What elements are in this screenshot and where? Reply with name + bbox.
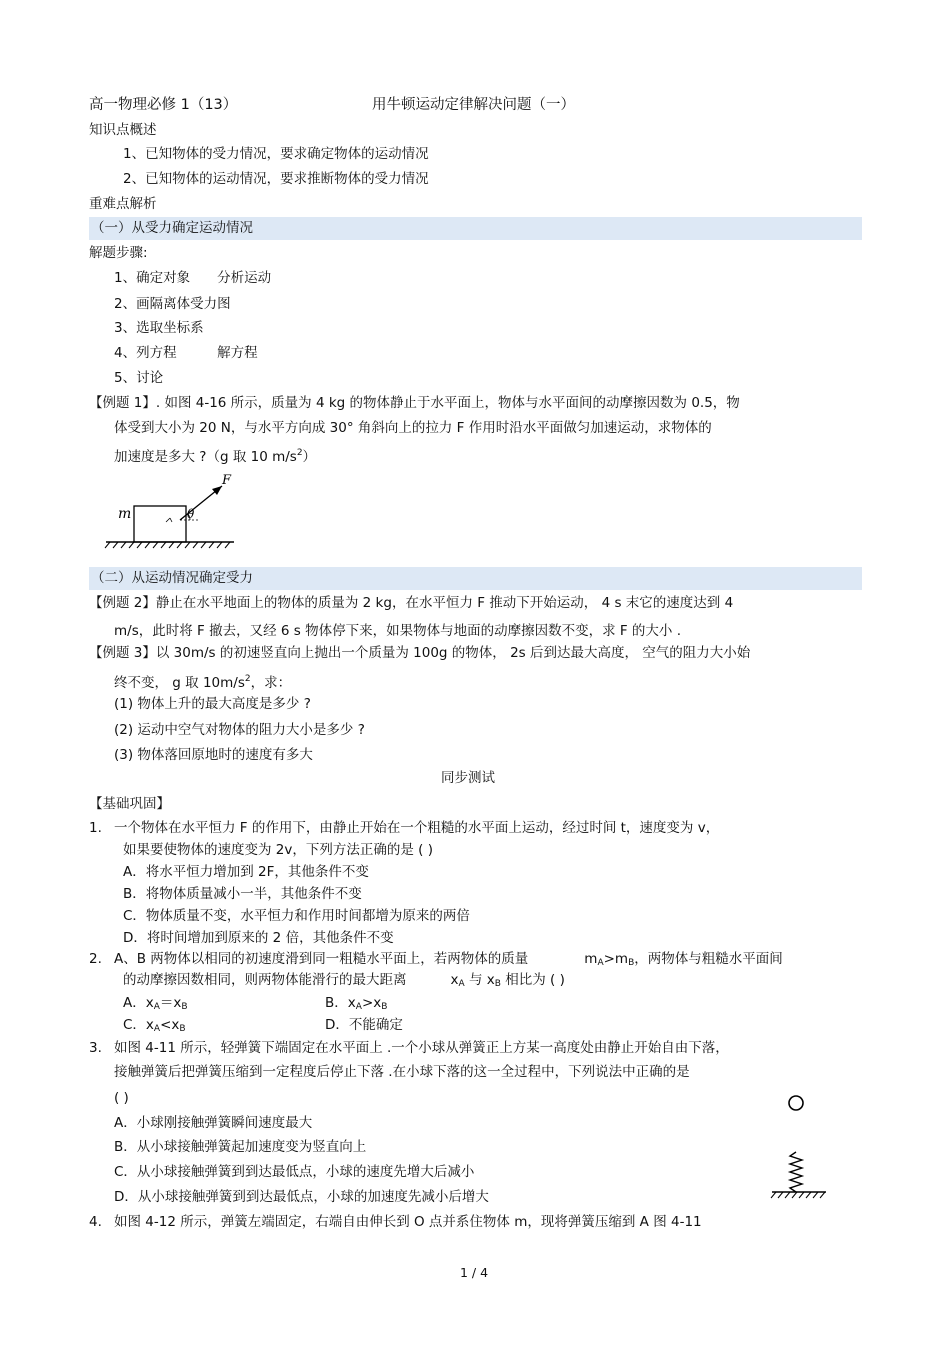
- stem-text: 的动摩擦因数相同，则两物体能滑行的最大距离: [123, 972, 407, 988]
- mass-label: m: [118, 506, 132, 522]
- question-stem: 如果要使物体的速度变为 2v，下列方法正确的是 ( ): [123, 842, 433, 858]
- step-item: 1、确定对象 分析运动: [114, 270, 272, 286]
- subscript: A: [458, 979, 465, 989]
- course-label: 高一物理必修 1（13）: [89, 97, 238, 113]
- block-force-figure: [104, 470, 244, 552]
- answer-option: B．从小球接触弹簧起加速度变为竖直向上: [114, 1139, 367, 1155]
- answer-option: [123, 993, 188, 1017]
- example2-line: m/s，此时将 F 撤去，又经 6 s 物体停下来，如果物体与地面的动摩擦因数不变，求 F 的大小 .: [114, 623, 682, 639]
- page-number: 1 / 4: [460, 1265, 489, 1280]
- subscript: B: [381, 1002, 388, 1012]
- option-text: B．x: [325, 995, 356, 1011]
- answer-option: [325, 993, 387, 1017]
- example3-line: [114, 669, 291, 693]
- question-number: 1.: [89, 820, 102, 836]
- page-title: 用牛顿运动定律解决问题（一）: [372, 97, 575, 113]
- option-text: A．x: [123, 995, 154, 1011]
- example1-text: 加速度是多大 ?（g 取 10 m/s: [114, 449, 297, 465]
- section-title: （二）从运动情况确定受力: [91, 570, 253, 586]
- overview-item: 1、已知物体的受力情况，要求确定物体的运动情况: [123, 146, 429, 162]
- option-text: C．x: [123, 1017, 154, 1033]
- stem-text: m: [584, 951, 598, 967]
- question-number: 2.: [89, 951, 102, 967]
- stem-text: >m: [603, 951, 629, 967]
- subscript: B: [494, 979, 501, 989]
- question-stem: 如图 4-12 所示，弹簧左端固定，右端自由伸长到 O 点并系住物体 m，现将弹簧压缩到 A 图 4-11: [114, 1214, 702, 1230]
- example1-line: 【例题 1】. 如图 4-16 所示，质量为 4 kg 的物体静止于水平面上，物体与水平面间的动摩擦因数为 0.5，物: [89, 395, 740, 411]
- example3-question: (3) 物体落回原地时的速度有多大: [114, 747, 313, 763]
- stem-text: ，两物体与粗糙水平面间: [634, 951, 783, 967]
- subscript: A: [153, 1002, 160, 1012]
- superscript: 2: [244, 674, 251, 684]
- question-stem: 一个物体在水平恒力 F 的作用下，由静止开始在一个粗糙的水平面上运动，经过时间 t，速度变为 v，: [114, 820, 720, 836]
- answer-option: A．将水平恒力增加到 2F，其他条件不变: [123, 864, 369, 880]
- step-item: 3、选取坐标系: [114, 320, 204, 336]
- subscript: A: [355, 1002, 362, 1012]
- answer-option: [123, 1015, 186, 1039]
- step-item: 2、画隔离体受力图: [114, 296, 231, 312]
- step-item: 5、讨论: [114, 370, 164, 386]
- subscript: B: [181, 1002, 188, 1012]
- section-title: （一）从受力确定运动情况: [91, 220, 253, 236]
- subscript: B: [179, 1024, 186, 1034]
- answer-option: D．从小球接触弹簧到到达最低点，小球的加速度先减小后增大: [114, 1189, 489, 1205]
- subscript: A: [597, 958, 604, 968]
- example2-line: 【例题 2】静止在水平地面上的物体的质量为 2 kg，在水平恒力 F 推动下开始运动， 4 s 末它的速度达到 4: [89, 595, 734, 611]
- steps-heading: 解题步骤:: [89, 245, 148, 261]
- superscript: 2: [296, 448, 303, 458]
- example3-text: 终不变， g 取 10m/s: [114, 675, 245, 691]
- ball-spring-figure: [768, 1092, 832, 1210]
- basics-heading: 【基础巩固】: [89, 796, 170, 812]
- answer-option: D．不能确定: [325, 1017, 403, 1033]
- example3-text: ，求：: [250, 675, 292, 691]
- question-number: 4.: [89, 1214, 102, 1230]
- analysis-heading: 重难点解析: [89, 196, 157, 212]
- option-text: >x: [361, 995, 382, 1011]
- test-heading: 同步测试: [441, 770, 495, 786]
- answer-option: D．将时间增加到原来的 2 倍，其他条件不变: [123, 930, 394, 946]
- example3-line: 【例题 3】以 30m/s 的初速竖直向上抛出一个质量为 100g 的物体， 2s 后到达最大高度， 空气的阻力大小始: [89, 645, 751, 661]
- example1-line: [114, 443, 316, 467]
- question-stem: 接触弹簧后把弹簧压缩到一定程度后停止下落 .在小球下落的这一全过程中，下列说法中正确的是: [114, 1064, 690, 1080]
- subscript: A: [153, 1024, 161, 1034]
- subscript: B: [628, 958, 635, 968]
- answer-option: C．从小球接触弹簧到到达最低点，小球的速度先增大后减小: [114, 1164, 475, 1180]
- angle-label: θ: [187, 507, 195, 521]
- answer-bracket: ( ): [114, 1090, 129, 1106]
- step-item: 4、列方程 解方程: [114, 345, 258, 361]
- example1-text: ）: [302, 449, 317, 465]
- overview-heading: 知识点概述: [89, 122, 157, 138]
- stem-text: A、B 两物体以相同的初速度滑到同一粗糙水平面上，若两物体的质量: [114, 951, 529, 967]
- option-text: ＝x: [159, 995, 182, 1011]
- overview-item: 2、已知物体的运动情况，要求推断物体的受力情况: [123, 171, 429, 187]
- example3-question: (2) 运动中空气对物体的阻力大小是多少 ?: [114, 722, 365, 738]
- question-stem: 如图 4-11 所示，轻弹簧下端固定在水平面上 .一个小球从弹簧正上方某一高度处由静止开始自由下落，: [114, 1040, 729, 1056]
- force-label: F: [222, 473, 232, 488]
- option-text: <x: [160, 1017, 180, 1033]
- answer-option: C．物体质量不变，水平恒力和作用时间都增为原来的两倍: [123, 908, 470, 924]
- example3-question: (1) 物体上升的最大高度是多少 ?: [114, 696, 311, 712]
- stem-text: 与 x: [464, 972, 495, 988]
- example1-line: 体受到大小为 20 N，与水平方向成 30° 角斜向上的拉力 F 作用时沿水平面做匀加速运动，求物体的: [114, 420, 712, 436]
- stem-text: 相比为 ( ): [500, 972, 565, 988]
- stem-text: x: [450, 972, 459, 988]
- question-stem: [123, 970, 565, 994]
- question-number: 3.: [89, 1040, 102, 1056]
- answer-option: A．小球刚接触弹簧瞬间速度最大: [114, 1115, 313, 1131]
- answer-option: B．将物体质量减小一半，其他条件不变: [123, 886, 362, 902]
